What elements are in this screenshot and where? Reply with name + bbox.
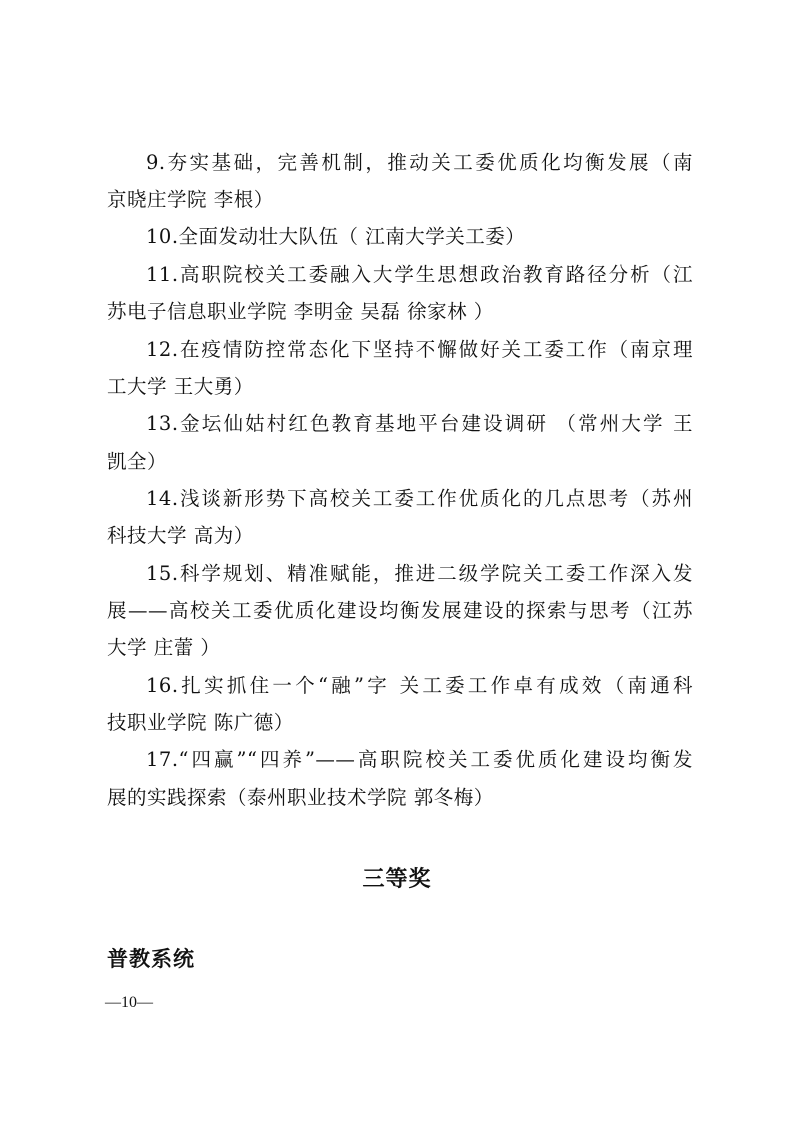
entry-16-line-2: 技职业学院 陈广德） bbox=[107, 711, 294, 734]
page-number: —10— bbox=[105, 994, 153, 1011]
entry-9-line-2: 京晓庄学院 李根） bbox=[107, 188, 274, 211]
entry-15-line-2: 展——高校关工委优质化建设均衡发展建设的探索与思考（江苏 bbox=[107, 599, 693, 622]
entry-11-line-1: 11.高职院校关工委融入大学生思想政治教育路径分析（江 bbox=[146, 263, 693, 286]
entry-15-line-3: 大学 庄蕾 ） bbox=[107, 636, 221, 659]
entry-14-line-1: 14.浅谈新形势下高校关工委工作优质化的几点思考（苏州 bbox=[146, 487, 693, 510]
entry-12-line-1: 12.在疫情防控常态化下坚持不懈做好关工委工作（南京理 bbox=[146, 338, 693, 361]
award-heading: 三等奖 bbox=[362, 866, 432, 892]
entry-11-line-2: 苏电子信息职业学院 李明金 吴磊 徐家林 ） bbox=[107, 300, 494, 323]
entry-16-line-1: 16.扎实抓住一个“融”字 关工委工作卓有成效（南通科 bbox=[146, 674, 693, 697]
section-heading: 普教系统 bbox=[107, 946, 195, 971]
entry-15-line-1: 15.科学规划、精准赋能，推进二级学院关工委工作深入发 bbox=[146, 562, 693, 585]
entry-13-line-2: 凯全） bbox=[107, 450, 168, 473]
entry-10-line-1: 10.全面发动壮大队伍（ 江南大学关工委） bbox=[146, 225, 526, 248]
entry-12-line-2: 工大学 王大勇） bbox=[107, 375, 254, 398]
entry-17-line-2: 展的实践探索（泰州职业技术学院 郭冬梅） bbox=[107, 786, 494, 809]
entry-13-line-1: 13.金坛仙姑村红色教育基地平台建设调研 （常州大学 王 bbox=[146, 412, 693, 435]
entry-17-line-1: 17.“四赢”“四养”——高职院校关工委优质化建设均衡发 bbox=[146, 748, 693, 771]
entry-9-line-1: 9.夯实基础，完善机制，推动关工委优质化均衡发展（南 bbox=[146, 151, 693, 174]
entry-14-line-2: 科技大学 高为） bbox=[107, 524, 254, 547]
